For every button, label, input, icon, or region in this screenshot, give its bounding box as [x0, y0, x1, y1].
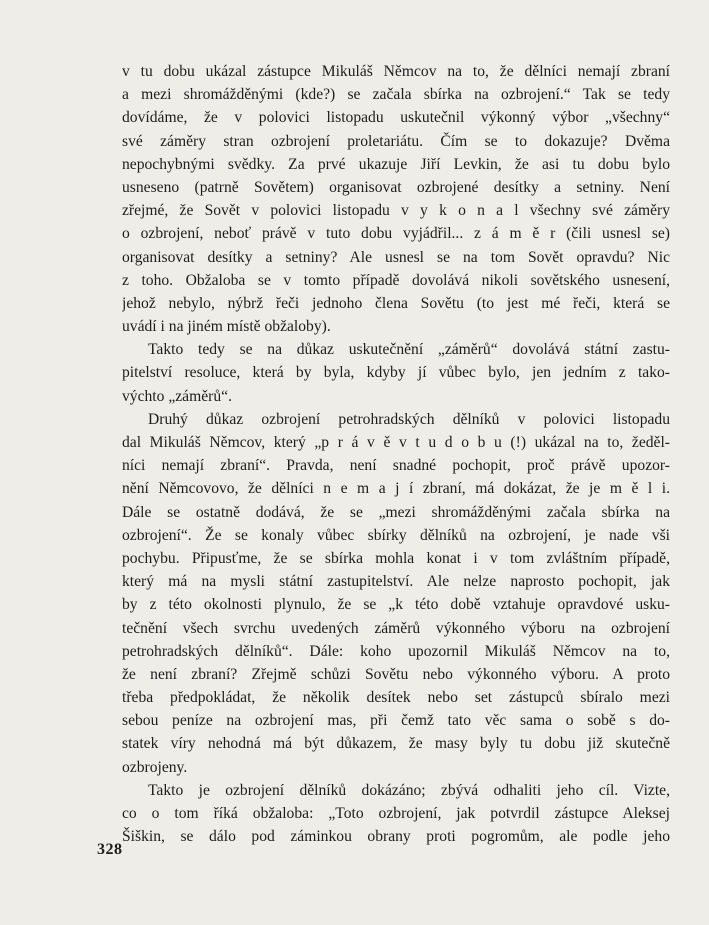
paragraph: [122, 60, 670, 338]
text-line: tečnění všech svrchu uvedených záměrů výkonného výboru na ozbrojení: [122, 619, 670, 637]
text-line: pitelství resoluce, která by byla, kdyby jí vůbec bylo, jen jedním z tako-: [122, 364, 670, 382]
text-line: Dále se ostatně dodává, že se „mezi shromážděnými začala sbírka na: [122, 503, 670, 521]
text-line: a mezi shromážděnými (kde?) se začala sbírka na ozbrojení.“ Tak se tedy: [122, 86, 670, 104]
text-line: uvádí i na jiném místě obžaloby).: [122, 318, 331, 336]
text-line: pochybu. Připusťme, že se sbírka mohla konat i v tom zvláštním případě,: [122, 549, 670, 567]
text-line: který má na mysli státní zastupitelství. Ale nelze naprosto pochopit, jak: [122, 573, 670, 591]
paragraph: [122, 338, 670, 408]
text-line: ozbrojení“. Že se konaly vůbec sbírky dělníků na ozbrojení, je nade vši: [122, 526, 670, 544]
text-line: nepochybnými svědky. Za prvé ukazuje Jiří Levkin, že asi tu dobu bylo: [122, 155, 670, 173]
text-line: své záměry stran ozbrojení proletariátu. Čím se to dokazuje? Dvěma: [122, 132, 670, 150]
text-line: zřejmé, že Sovět v polovici listopadu v y k o n a l všechny své záměry: [122, 202, 670, 220]
body-text: [122, 60, 670, 848]
text-line: Druhý důkaz ozbrojení petrohradských dělníků v polovici listopadu: [148, 410, 670, 428]
text-line: dal Mikuláš Němcov, který „p r á v ě v t u d o b u (!) ukázal na to, žeděl-: [122, 434, 670, 451]
text-line: níci nemají zbraní“. Pravda, není snadné pochopit, proč právě upozor-: [122, 457, 670, 475]
text-line: organisovat desítky a setniny? Ale usnesl se na tom Sovět opravdu? Nic: [122, 248, 670, 266]
text-line: Takto tedy se na důkaz uskutečnění „záměrů“ dovolává státní zastu-: [148, 341, 670, 359]
text-line: z toho. Obžaloba se v tomto případě dovolává nikoli sovětského usnesení,: [122, 271, 670, 289]
text-line: Takto je ozbrojení dělníků dokázáno; zbývá odhaliti jeho cíl. Vizte,: [148, 781, 670, 799]
text-line: jehož nebylo, nýbrž řeči jednoho člena Sovětu (to jest mé řeči, která se: [122, 294, 670, 312]
text-line: usneseno (patrně Sovětem) organisovat ozbrojené desítky a setniny. Není: [122, 178, 670, 196]
text-line: nění Němcovovo, že dělníci n e m a j í zbraní, má dokázat, že je m ě l i.: [122, 480, 670, 498]
text-line: ozbrojeny.: [122, 758, 188, 776]
paragraph: [122, 408, 670, 779]
paragraph: [122, 779, 670, 849]
text-line: statek víry nehodná má být důkazem, že masy byly tu dobu již skutečně: [122, 735, 670, 753]
text-line: by z této okolnosti plynulo, že se „k této době vztahuje opravdové usku-: [122, 596, 670, 614]
text-line: že není zbraní? Zřejmě schůzi Sovětu nebo výkonného výboru. A proto: [122, 665, 670, 683]
text-line: výchto „záměrů“.: [122, 387, 232, 405]
text-line: Šiškin, se dálo pod záminkou obrany proti pogromům, ale podle jeho: [122, 828, 670, 846]
text-line: co o tom říká obžaloba: „Toto ozbrojení, jak potvrdil zástupce Aleksej: [122, 805, 670, 822]
text-line: v tu dobu ukázal zástupce Mikuláš Němcov na to, že dělníci nemají zbraní: [122, 63, 670, 80]
text-line: třeba předpokládat, že několik desítek nebo set zástupců sbíralo mezi: [122, 689, 670, 707]
text-line: o ozbrojení, neboť právě v tuto dobu vyjádřil... z á m ě r (čili usnesl se): [122, 225, 670, 243]
text-line: sebou peníze na ozbrojení mas, při čemž tato věc sama o sobě s do-: [122, 712, 670, 730]
text-line: dovídáme, že v polovici listopadu uskutečnil výkonný výbor „všechny“: [122, 109, 670, 127]
text-line: petrohradských dělníků“. Dále: koho upozornil Mikuláš Němcov na to,: [122, 642, 670, 660]
page-number: 328: [97, 841, 123, 858]
